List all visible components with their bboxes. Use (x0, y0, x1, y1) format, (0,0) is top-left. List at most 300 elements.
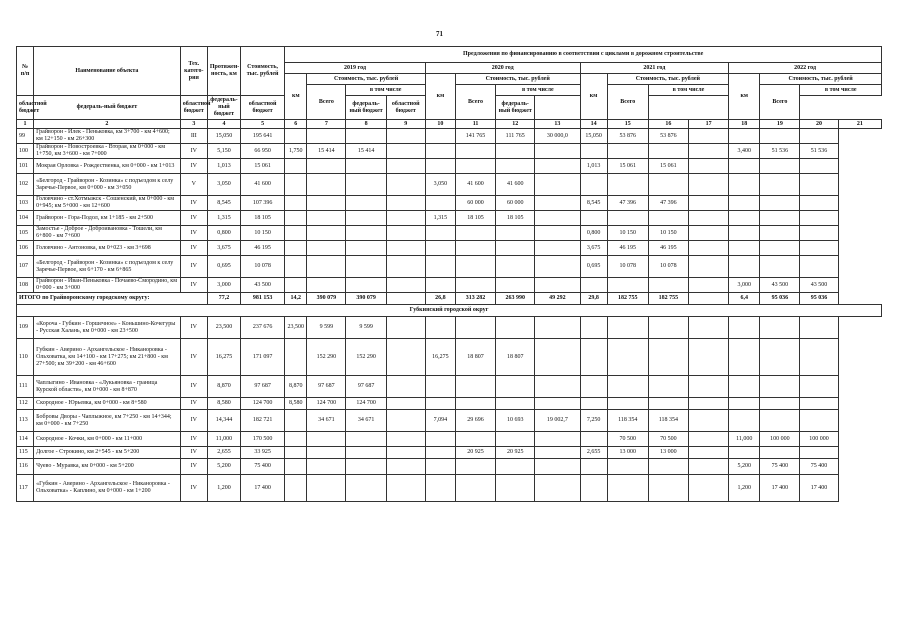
funding-value (648, 211, 688, 226)
object-name: Головчино - ст.Хотмыжск - Сошенский, км 0+000 - км 0+945; км 5+000 - км 12+600 (34, 196, 181, 211)
funding-value: 51 536 (800, 144, 838, 159)
header-km-2020: км (425, 74, 455, 120)
funding-value: 97 687 (346, 376, 386, 398)
funding-value (688, 226, 728, 241)
row-number: 113 (17, 410, 34, 432)
object-name: Долгое - Строкино, км 2+545 - км 5+200 (34, 447, 181, 459)
funding-value: 47 396 (648, 196, 688, 211)
funding-value (285, 475, 307, 502)
funding-value: 60 000 (455, 196, 495, 211)
funding-value (760, 447, 800, 459)
column-number: 10 (425, 120, 455, 129)
object-name: Головчино - Антоновка, км 0+023 - км 3+698 (34, 241, 181, 256)
road-category: IV (180, 475, 207, 502)
column-number: 13 (535, 120, 580, 129)
funding-value: 3,675 (580, 241, 607, 256)
table-row (17, 226, 882, 241)
funding-value (535, 339, 580, 376)
column-number: 3 (180, 120, 207, 129)
total-funding-value: 14,2 (285, 293, 307, 305)
funding-value (648, 376, 688, 398)
length-km: 14,344 (207, 410, 240, 432)
funding-value: 75 400 (800, 459, 838, 475)
road-category: IV (180, 339, 207, 376)
funding-value (425, 159, 455, 174)
column-number: 1 (17, 120, 34, 129)
table-row (17, 447, 882, 459)
table-row (17, 278, 882, 293)
funding-value (386, 339, 425, 376)
header-total-2020: Всего (455, 85, 495, 120)
funding-value (455, 256, 495, 278)
funding-value (535, 256, 580, 278)
funding-value (729, 447, 760, 459)
funding-value: 152 290 (346, 339, 386, 376)
funding-value (386, 475, 425, 502)
road-category: IV (180, 159, 207, 174)
funding-value: 118 354 (607, 410, 648, 432)
funding-value (800, 241, 838, 256)
funding-value (496, 241, 535, 256)
funding-value (535, 174, 580, 196)
funding-value (496, 432, 535, 447)
header-no: № п/п (17, 47, 34, 96)
funding-value (688, 432, 728, 447)
header-including-2021: в том числе (648, 85, 728, 96)
table-row (17, 211, 882, 226)
funding-value: 18 105 (455, 211, 495, 226)
table-row (17, 174, 882, 196)
funding-value (760, 129, 800, 144)
table-row (17, 475, 882, 502)
cost-value: 107 396 (241, 196, 285, 211)
cost-value: 41 600 (241, 174, 285, 196)
column-number: 5 (241, 120, 285, 129)
funding-value: 41 600 (496, 174, 535, 196)
object-name: «Белгород - Грайворон - Козинка» с подъездом к селу Заречье-Первое, км 6+170 - км 6+865 (34, 256, 181, 278)
funding-value (386, 447, 425, 459)
funding-value (285, 226, 307, 241)
funding-value (729, 410, 760, 432)
table-row (17, 256, 882, 278)
funding-value (307, 447, 346, 459)
funding-value (688, 398, 728, 410)
funding-value (800, 339, 838, 376)
funding-value (285, 459, 307, 475)
funding-value (729, 241, 760, 256)
funding-value (307, 475, 346, 502)
funding-value (386, 376, 425, 398)
row-number: 103 (17, 196, 34, 211)
funding-value (307, 226, 346, 241)
total-funding-value: 95 036 (760, 293, 800, 305)
funding-value (648, 459, 688, 475)
funding-value (729, 376, 760, 398)
funding-value (386, 211, 425, 226)
funding-value (346, 447, 386, 459)
column-number: 11 (455, 120, 495, 129)
funding-value (729, 174, 760, 196)
header-federal-2019: федераль-ный бюджет (34, 96, 181, 120)
funding-value: 15,050 (580, 129, 607, 144)
funding-value (455, 278, 495, 293)
total-funding-value: 95 036 (800, 293, 838, 305)
funding-value (535, 196, 580, 211)
length-km: 0,695 (207, 256, 240, 278)
funding-value (285, 174, 307, 196)
funding-value (688, 475, 728, 502)
funding-value (648, 144, 688, 159)
header-including-2019: в том числе (346, 85, 425, 96)
table-row (17, 459, 882, 475)
funding-value (648, 475, 688, 502)
funding-value (800, 226, 838, 241)
total-funding-value: 26,8 (425, 293, 455, 305)
funding-value (800, 174, 838, 196)
funding-value (607, 174, 648, 196)
funding-value (346, 278, 386, 293)
funding-value (307, 174, 346, 196)
length-km: 3,675 (207, 241, 240, 256)
funding-value (729, 159, 760, 174)
table-row (17, 376, 882, 398)
funding-value (535, 144, 580, 159)
funding-value (285, 410, 307, 432)
row-number: 100 (17, 144, 34, 159)
total-funding-value: 49 292 (535, 293, 580, 305)
funding-value (800, 256, 838, 278)
cost-value: 15 061 (241, 159, 285, 174)
table-row (17, 410, 882, 432)
funding-value (285, 196, 307, 211)
funding-value (688, 447, 728, 459)
total-row (17, 293, 882, 305)
funding-value: 9 599 (307, 317, 346, 339)
total-funding-value: 313 282 (455, 293, 495, 305)
header-including-2022: в том числе (800, 85, 882, 96)
object-name: Грайворон - Илек - Пеньковка, км 3+700 - км 4+600; км 12+150 - км 26+300 (34, 129, 181, 144)
funding-value (425, 376, 455, 398)
funding-value (425, 475, 455, 502)
funding-value (688, 410, 728, 432)
row-number: 117 (17, 475, 34, 502)
funding-value (688, 211, 728, 226)
funding-value (386, 226, 425, 241)
row-number: 105 (17, 226, 34, 241)
funding-value: 7,250 (580, 410, 607, 432)
funding-value (729, 129, 760, 144)
funding-value (386, 241, 425, 256)
funding-value (285, 278, 307, 293)
row-number: 102 (17, 174, 34, 196)
funding-value: 1,750 (285, 144, 307, 159)
funding-value: 1,200 (729, 475, 760, 502)
funding-value (285, 256, 307, 278)
funding-value (760, 256, 800, 278)
funding-value (496, 226, 535, 241)
funding-value: 46 195 (648, 241, 688, 256)
funding-value: 18 807 (496, 339, 535, 376)
funding-value: 9 599 (346, 317, 386, 339)
funding-value (580, 174, 607, 196)
funding-value: 53 876 (648, 129, 688, 144)
object-name: Губкин - Аверино - Архангельское - Никаноровка - Ольховатка, км 14+100 - км 17+275; км 21+800 - км 27+500; км 39+200 - км 46+600 (34, 339, 181, 376)
funding-value (425, 226, 455, 241)
length-km: 8,545 (207, 196, 240, 211)
header-federal-2021: федераль-ный бюджет (346, 96, 386, 120)
cost-value: 17 400 (241, 475, 285, 502)
funding-value: 118 354 (648, 410, 688, 432)
funding-value: 3,000 (729, 278, 760, 293)
road-category: IV (180, 447, 207, 459)
column-number: 14 (580, 120, 607, 129)
funding-value (386, 256, 425, 278)
funding-value (688, 159, 728, 174)
funding-value (760, 196, 800, 211)
road-category: IV (180, 317, 207, 339)
funding-value (307, 241, 346, 256)
funding-value (648, 278, 688, 293)
funding-value: 75 400 (760, 459, 800, 475)
funding-value (307, 432, 346, 447)
funding-value: 17 400 (800, 475, 838, 502)
cost-value: 97 687 (241, 376, 285, 398)
funding-value (425, 398, 455, 410)
funding-value: 15 414 (307, 144, 346, 159)
row-number: 112 (17, 398, 34, 410)
funding-value (760, 398, 800, 410)
funding-value: 11,000 (729, 432, 760, 447)
funding-value (688, 241, 728, 256)
object-name: Мокрая Орловка - Рождественка, км 0+000 - км 1+013 (34, 159, 181, 174)
funding-value (346, 159, 386, 174)
funding-value (307, 211, 346, 226)
funding-value (455, 475, 495, 502)
object-name: Грайворон - Иван-Пеньковка - Почаево-Смородино, км 0+000 - км 3+000 (34, 278, 181, 293)
length-km: 8,870 (207, 376, 240, 398)
funding-value: 34 671 (307, 410, 346, 432)
funding-value (760, 159, 800, 174)
funding-value (535, 398, 580, 410)
cost-value: 237 676 (241, 317, 285, 339)
road-category: IV (180, 459, 207, 475)
funding-value (307, 278, 346, 293)
funding-value (455, 159, 495, 174)
funding-value (760, 226, 800, 241)
row-number: 110 (17, 339, 34, 376)
header-total-2022: Всего (760, 85, 800, 120)
row-number: 115 (17, 447, 34, 459)
table-row (17, 241, 882, 256)
funding-value: 8,580 (285, 398, 307, 410)
cost-value: 10 150 (241, 226, 285, 241)
funding-value (386, 278, 425, 293)
funding-value (455, 459, 495, 475)
column-number: 6 (285, 120, 307, 129)
object-name: «Губкин - Аверино - Архангельское - Никаноровка - Ольховатка» - Каплино, км 0+000 - км 1+200 (34, 475, 181, 502)
column-number: 12 (496, 120, 535, 129)
table-row (17, 159, 882, 174)
funding-value: 13 000 (648, 447, 688, 459)
length-km: 5,150 (207, 144, 240, 159)
funding-value (386, 459, 425, 475)
header-year-2022: 2022 год (729, 63, 882, 74)
header-federal-2022: федераль-ный бюджет (496, 96, 535, 120)
funding-value (580, 475, 607, 502)
funding-value (688, 278, 728, 293)
funding-value (580, 339, 607, 376)
road-category: V (180, 174, 207, 196)
funding-value (729, 398, 760, 410)
total-funding-value: 263 990 (496, 293, 535, 305)
funding-value (648, 317, 688, 339)
funding-value (607, 339, 648, 376)
road-category: IV (180, 376, 207, 398)
header-funding-title: Предложения по финансированию в соответствии с циклами в дорожном строительстве (285, 47, 882, 63)
funding-value (729, 256, 760, 278)
road-category: III (180, 129, 207, 144)
table-body (17, 129, 882, 502)
funding-value (285, 447, 307, 459)
funding-value (535, 226, 580, 241)
funding-value (425, 144, 455, 159)
funding-value (386, 159, 425, 174)
cost-value: 182 721 (241, 410, 285, 432)
header-cost-2020: Стоимость, тыс. рублей (455, 74, 580, 85)
total-funding-value (386, 293, 425, 305)
funding-value: 0,695 (580, 256, 607, 278)
funding-value (729, 339, 760, 376)
road-category: IV (180, 432, 207, 447)
total-funding-value (688, 293, 728, 305)
funding-value (535, 459, 580, 475)
column-number: 8 (346, 120, 386, 129)
table-row (17, 196, 882, 211)
funding-value (607, 398, 648, 410)
funding-value (688, 129, 728, 144)
row-number: 99 (17, 129, 34, 144)
funding-value (386, 174, 425, 196)
funding-value: 10 693 (496, 410, 535, 432)
funding-value: 5,200 (729, 459, 760, 475)
funding-value (496, 159, 535, 174)
header-regional-2019: областной бюджет (17, 96, 34, 120)
length-km: 1,200 (207, 475, 240, 502)
funding-value (307, 459, 346, 475)
row-number: 101 (17, 159, 34, 174)
funding-value (496, 398, 535, 410)
funding-value (580, 278, 607, 293)
cost-value: 10 078 (241, 256, 285, 278)
funding-value: 18 105 (496, 211, 535, 226)
funding-value (800, 447, 838, 459)
funding-value (496, 459, 535, 475)
funding-value (307, 256, 346, 278)
funding-value (496, 475, 535, 502)
funding-value (688, 196, 728, 211)
funding-value (455, 144, 495, 159)
funding-value (535, 376, 580, 398)
funding-value (535, 317, 580, 339)
funding-value (425, 447, 455, 459)
cost-value: 18 105 (241, 211, 285, 226)
header-cost-2022: Стоимость, тыс. рублей (760, 74, 882, 85)
funding-value (346, 459, 386, 475)
header-total-2021: Всего (607, 85, 648, 120)
funding-value (285, 211, 307, 226)
funding-value: 111 765 (496, 129, 535, 144)
funding-value (496, 144, 535, 159)
funding-value (580, 317, 607, 339)
road-category: IV (180, 278, 207, 293)
funding-value (346, 432, 386, 447)
row-number: 116 (17, 459, 34, 475)
road-category: IV (180, 144, 207, 159)
object-name: Грайворон - Новостроевка - Вторая, км 0+000 - км 1+750, км 3+600 - км 7+000 (34, 144, 181, 159)
total-cost: 981 153 (241, 293, 285, 305)
length-km: 1,013 (207, 159, 240, 174)
funding-value (425, 432, 455, 447)
section-title: Губкинский городской округ (17, 305, 882, 317)
length-km: 3,050 (207, 174, 240, 196)
funding-value: 152 290 (307, 339, 346, 376)
funding-value: 18 807 (455, 339, 495, 376)
road-category: IV (180, 211, 207, 226)
column-number: 17 (688, 120, 728, 129)
table-row (17, 317, 882, 339)
funding-value: 10 150 (607, 226, 648, 241)
road-category: IV (180, 256, 207, 278)
header-length: Протяжен-ность, км (207, 47, 240, 96)
funding-value (455, 241, 495, 256)
funding-value (346, 196, 386, 211)
funding-value (496, 317, 535, 339)
funding-value (307, 159, 346, 174)
length-km: 23,500 (207, 317, 240, 339)
funding-value (800, 317, 838, 339)
funding-value (535, 211, 580, 226)
funding-value (346, 129, 386, 144)
row-number: 107 (17, 256, 34, 278)
funding-value (760, 174, 800, 196)
funding-value: 43 500 (760, 278, 800, 293)
header-km-2021: км (580, 74, 607, 120)
column-number: 19 (760, 120, 800, 129)
object-name: «Белгород - Грайворон - Козинка» с подъездом к селу Заречье-Первое, км 0+000 - км 3+050 (34, 174, 181, 196)
funding-value: 53 876 (607, 129, 648, 144)
table-row (17, 432, 882, 447)
funding-value (800, 376, 838, 398)
funding-value (285, 339, 307, 376)
object-name: Скородное - Кочки, км 0+000 - км 11+000 (34, 432, 181, 447)
column-number: 20 (800, 120, 838, 129)
funding-value: 47 396 (607, 196, 648, 211)
header-regional-2020: областной бюджет (180, 96, 207, 120)
total-funding-value: 182 755 (607, 293, 648, 305)
funding-value: 15 061 (607, 159, 648, 174)
length-km: 5,200 (207, 459, 240, 475)
header-total-2019: Всего (307, 85, 346, 120)
funding-value: 100 000 (800, 432, 838, 447)
funding-value: 124 700 (307, 398, 346, 410)
funding-value (346, 211, 386, 226)
funding-value (285, 241, 307, 256)
funding-value (607, 376, 648, 398)
funding-value (425, 241, 455, 256)
length-km: 16,275 (207, 339, 240, 376)
column-number: 2 (34, 120, 181, 129)
funding-value (688, 459, 728, 475)
